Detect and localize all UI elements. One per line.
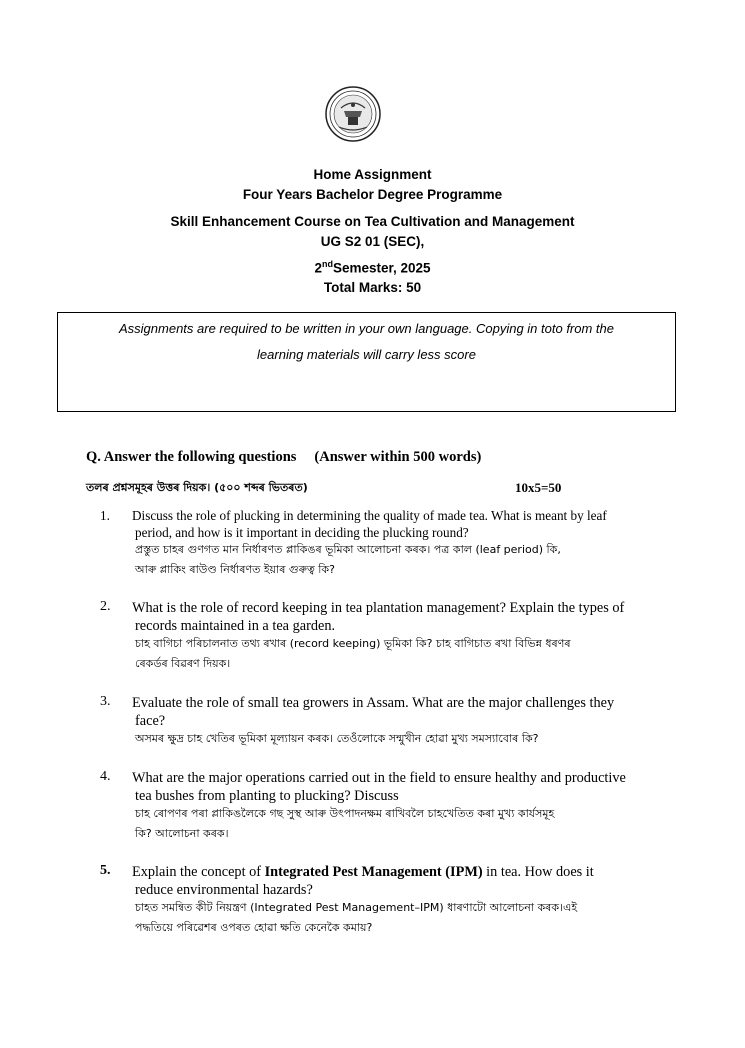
assignment-title: Home Assignment [313, 167, 432, 182]
section-title: Q. Answer the following questions [86, 449, 297, 465]
question-en-line: records maintained in a tea garden. [135, 618, 336, 634]
question-en-line: What are the major operations carried out in the field to ensure healthy and productive [132, 770, 626, 786]
question-as-line: কি? আলোচনা কৰক। [135, 827, 229, 840]
question-en-line: Evaluate the role of small tea growers in Assam. What are the major challenges they [132, 695, 615, 711]
section-word-limit: (Answer within 500 words) [314, 449, 482, 465]
question-assamese [135, 804, 660, 844]
course-name: Skill Enhancement Course on Tea Cultivation and Management [170, 214, 575, 229]
question-as-line: প্ৰস্তুত চাহৰ গুণগত মান নিৰ্ধাৰণত প্লাকিঙৰ ভূমিকা আলোচনা কৰক। পত্ৰ কাল (leaf period) কি, [135, 543, 561, 556]
question-en-line: reduce environmental hazards? [135, 882, 313, 898]
question-en-text: in tea. How does it [482, 864, 594, 880]
question-en-text: Explain the concept of [132, 864, 265, 880]
question-3 [100, 694, 660, 754]
question-number: 5. [100, 863, 111, 878]
question-as-line: চাহত সমন্বিত কীট নিয়ন্ত্ৰণ (Integrated Pest Management–IPM) ধাৰণাটো আলোচনা কৰক।এই [135, 901, 578, 914]
question-english [132, 769, 660, 805]
question-en-line [132, 863, 660, 881]
programme-name: Four Years Bachelor Degree Programme [242, 187, 503, 202]
question-1 [100, 508, 660, 578]
marks-distribution: 10x5=50 [515, 480, 562, 495]
question-assamese [135, 634, 660, 674]
question-assamese [135, 540, 660, 580]
question-english [132, 508, 660, 541]
question-as-line: চাহ বাগিচা পৰিচালনাত তথ্য ৰখাৰ (record keeping) ভূমিকা কি? চাহ বাগিচাত ৰখা বিভিন্ন ধৰণৰ [135, 637, 571, 650]
question-assamese [135, 729, 660, 749]
question-as-line: আৰু প্লাকিং ৰাউণ্ড নিৰ্ধাৰণত ইয়াৰ গুৰুত্ব কি? [135, 563, 335, 576]
question-assamese [135, 898, 660, 938]
question-english [132, 694, 660, 730]
question-en-line: face? [135, 713, 166, 729]
question-as-line: অসমৰ ক্ষুদ্ৰ চাহ খেতিৰ ভূমিকা মূল্যায়ন কৰক। তেওঁলোকে সন্মুখীন হোৱা মুখ্য সমস্যাবোৰ কি? [135, 732, 539, 745]
semester-number: 2 [314, 260, 322, 276]
question-en-line: What is the role of record keeping in tea plantation management? Explain the types of [132, 600, 625, 616]
notice-line-1: Assignments are required to be written in your own language. Copying in toto from the [119, 321, 614, 336]
question-number: 4. [100, 769, 111, 784]
question-english [132, 863, 660, 899]
question-as-line: চাহ ৰোপণৰ পৰা প্লাকিঙলৈকে গছ সুস্থ আৰু উৎপাদনক্ষম ৰাখিবলৈ চাহখেতিত কৰা মুখ্য কাৰ্যসমূহ [135, 807, 555, 820]
semester-year: Semester, 2025 [332, 260, 431, 276]
question-number: 3. [100, 694, 111, 709]
question-en-line: Discuss the role of plucking in determining the quality of made tea. What is meant by leaf [132, 508, 607, 523]
question-en-line: tea bushes from planting to plucking? Discuss [135, 788, 399, 804]
total-marks: Total Marks: 50 [323, 280, 422, 295]
question-as-line: পদ্ধতিয়ে পৰিৱেশৰ ওপৰত হোৱা ক্ষতি কেনেকৈ কমায়? [135, 921, 373, 934]
ipm-term: Integrated Pest Management (IPM) [264, 864, 483, 880]
section-heading [86, 449, 481, 466]
question-number: 2. [100, 599, 111, 614]
question-as-line: ৰেকৰ্ডৰ বিৱৰণ দিয়ক। [135, 657, 231, 670]
question-5 [100, 863, 660, 941]
notice-line-2: learning materials will carry less score [257, 347, 476, 362]
notice-box [57, 312, 676, 412]
semester-ordinal: nd [321, 259, 333, 269]
course-code: UG S2 01 (SEC), [320, 234, 425, 249]
assamese-instruction: তলৰ প্ৰশ্নসমূহৰ উত্তৰ দিয়ক। (৫০০ শব্দৰ ভিতৰত) [86, 481, 308, 494]
university-emblem [325, 86, 381, 142]
question-4 [100, 769, 660, 844]
question-en-line: period, and how is it important in deciding the plucking round? [135, 524, 469, 540]
question-number: 1. [100, 508, 110, 523]
question-2 [100, 599, 660, 674]
question-english [132, 599, 660, 635]
semester [0, 259, 745, 276]
